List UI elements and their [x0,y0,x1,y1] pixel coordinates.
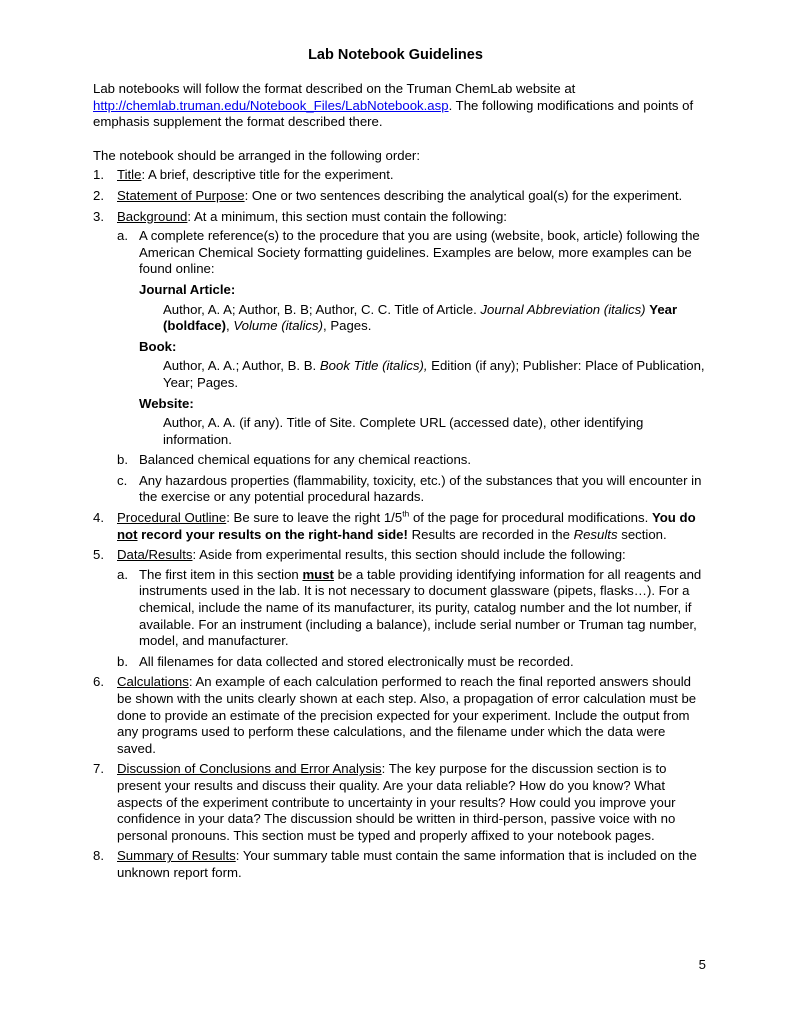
journal-comma: , [226,318,234,334]
bold-underline-text: not [117,526,138,542]
item-text-2: of the page for procedural modifications. [409,510,652,526]
list-item-calculations [93,674,705,757]
chemlab-link[interactable]: http://chemlab.truman.edu/Notebook_Files/LabNotebook.asp [93,97,449,113]
order-intro: The notebook should be arranged in the following order: [93,147,420,163]
item-text: : One or two sentences describing the analytical goal(s) for the experiment. [244,187,683,203]
sub-item-letter: a. [117,566,128,582]
book-example [139,358,705,391]
list-item-discussion [93,761,705,844]
sub-item-equations [117,452,705,469]
website-example: Author, A. A. (if any). Title of Site. Complete URL (accessed date), other identifying information. [163,415,644,447]
item-heading: Summary of Results [117,848,236,864]
item-text: : A brief, descriptive title for the experiment. [141,167,394,183]
item-heading: Background [117,208,188,224]
item-number: 3. [93,208,104,224]
item-text: : Aside from experimental results, this section should include the following: [192,547,626,563]
sub-item-letter: a. [117,228,128,244]
journal-abbrev: Journal Abbreviation (italics) [480,301,646,317]
item-heading: Procedural Outline [117,510,227,526]
sub-item-filenames [117,654,705,671]
intro-text-after: . The following modifications and points of emphasis supplement the format described there. [93,97,694,130]
sub-item-text: Balanced chemical equations for any chemical reactions. [139,452,472,468]
book-text: Author, A. A.; Author, B. B. [163,358,320,374]
item-heading: Title [117,167,142,183]
item-text: : An example of each calculation performed to reach the final reported answers should be shown with the units clearly shown at each step. Also, a propagation of error calculation must be done to provide an estimate of the precision expected for your experiment. Include the output from any programs used to perform these calculations, and the filename under which the data were saved. [117,674,697,756]
list-item-data [93,547,705,670]
italic-text: Results [573,526,618,542]
sub-item-letter: b. [117,653,128,669]
bold-underline-text: must [302,566,334,582]
item-number: 7. [93,761,104,777]
book-rest: Edition (if any); Publisher: Place of Publication, Year; Pages. [163,358,705,390]
journal-heading: Journal Article: [139,281,236,297]
journal-year: Year (boldface) [163,301,678,334]
sub-item-letter: c. [117,472,128,488]
item-text: : Be sure to leave the right 1/5 [226,510,403,526]
page-number: 5 [698,957,706,972]
sub-item-text: Any hazardous properties (flammability, toxicity, etc.) of the substances that you will encounter in the exercise or any potential procedural hazards. [139,472,702,505]
journal-example [139,302,705,335]
sub-item-reference [117,228,705,448]
item-text-3: Results are recorded in the [407,526,574,542]
item-number: 2. [93,187,104,203]
sub-item-hazards [117,473,705,506]
sub-item-text: All filenames for data collected and stored electronically must be recorded. [139,653,574,669]
bold-text-2: record your results on the right-hand side! [137,526,408,542]
item-text: : Your summary table must contain the same information that is included on the unknown report form. [117,848,697,880]
document-body [93,81,705,886]
book-heading: Book: [139,338,177,354]
journal-text: Author, A. A; Author, B. B; Author, C. C. Title of Article. [163,301,481,317]
journal-volume: Volume (italics) [233,318,323,334]
list-item-background [93,209,705,507]
sub-item-table [117,567,705,650]
list-item-procedural [93,510,705,543]
sub-item-text: The first item in this section [139,566,303,582]
item-heading: Statement of Purpose [117,187,245,203]
book-title: Book Title (italics), [319,358,428,374]
intro-paragraph [93,81,705,131]
sub-item-text: A complete reference(s) to the procedure that you are using (website, book, article) following the American Chemical Society formatting guidelines. Examples are below, more examples can be found online: [139,228,700,277]
list-item-summary [93,848,705,881]
list-item-title [93,167,705,184]
sub-item-letter: b. [117,452,128,468]
intro-text: Lab notebooks will follow the format described on the Truman ChemLab website at [93,81,576,96]
journal-pages: , Pages. [323,318,372,334]
item-text: : At a minimum, this section must contain the following: [187,208,507,224]
item-number: 1. [93,167,104,183]
item-text: : The key purpose for the discussion section is to present your results and discuss their quality. Are your data reliable? How do you know? What aspects of the experiment contribute to uncertainty in your results? How could you improve your confidence in your data? The discussion should be written in third-person, passive voice with no personal pronouns. This section must be typed and properly affixed to your notebook pages. [117,761,676,843]
list-item-purpose [93,188,705,205]
item-number: 8. [93,848,104,864]
superscript: th [402,508,410,519]
item-text-4: section. [617,526,667,542]
item-number: 6. [93,674,104,690]
bold-text: You do [651,510,696,526]
item-heading: Discussion of Conclusions and Error Analysis [117,761,382,777]
item-number: 5. [93,547,104,563]
item-heading: Calculations [117,674,189,690]
page-title: Lab Notebook Guidelines [308,47,483,63]
sub-item-text-2: be a table providing identifying information for all reagents and instruments used in the lab. It is not necessary to document glassware (pipets, flasks…). For a chemical, include the name of its manufacturer, its purity, catalog number and the lot number, if available. For an instrument (including a balance), include serial number or Truman tag number, model, and manufacturer. [139,566,702,649]
item-heading: Data/Results [117,547,193,563]
item-number: 4. [93,510,104,526]
website-heading: Website: [139,395,194,411]
